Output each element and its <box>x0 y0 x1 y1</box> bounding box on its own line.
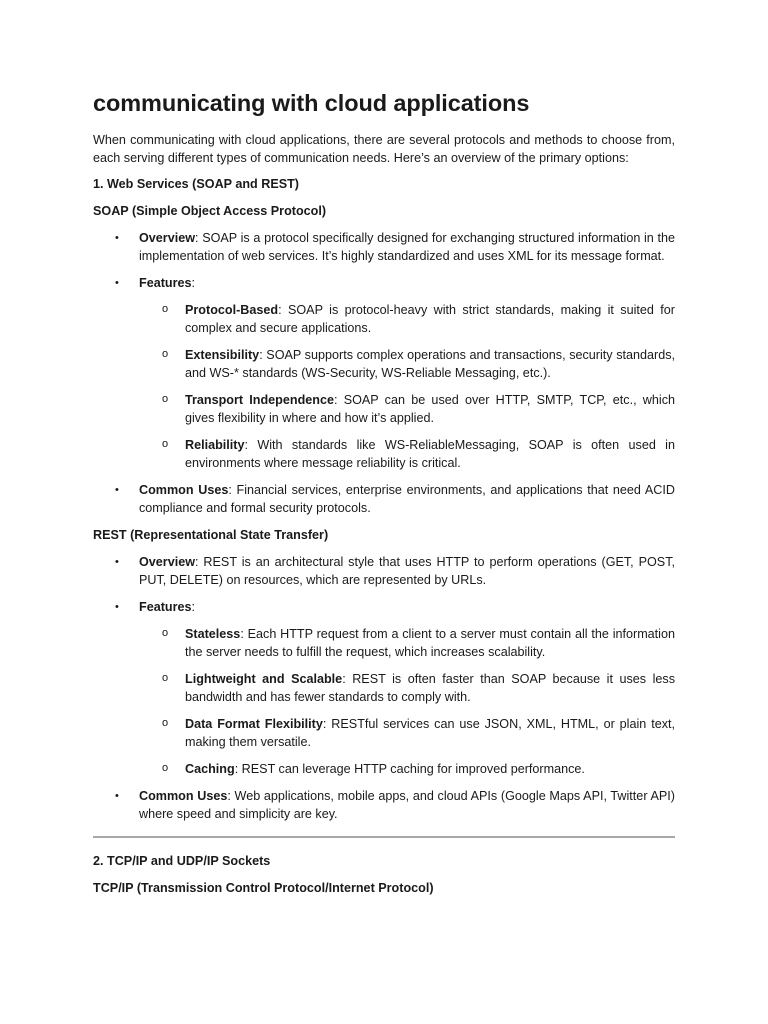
feature-label: Data Format Flexibility <box>185 717 323 731</box>
feature-label: Caching <box>185 762 235 776</box>
soap-features-list <box>139 301 675 472</box>
item-label: Features <box>139 276 192 290</box>
horizontal-divider <box>93 836 675 838</box>
feature-text: : SOAP is protocol-heavy with strict standards, making it suited for complex and secure applications. <box>185 303 675 335</box>
bullet-icon: • <box>115 277 119 289</box>
rest-feature-item <box>139 625 675 661</box>
rest-features-list <box>139 625 675 778</box>
rest-list <box>93 553 675 823</box>
feature-text: : REST is often faster than SOAP because it uses less bandwidth and has fewer standards to comply with. <box>185 672 675 704</box>
soap-feature-item <box>139 346 675 382</box>
item-colon: : <box>191 600 195 614</box>
intro-paragraph: When communicating with cloud applications, there are several protocols and methods to choose from, each serving different types of communication needs. Here’s an overview of the primary options: <box>93 133 675 165</box>
sub-bullet-icon: o <box>162 762 169 774</box>
rest-feature-item <box>139 760 675 778</box>
item-label: Overview <box>139 555 196 569</box>
rest-feature-item <box>139 670 675 706</box>
sub-bullet-icon: o <box>162 348 169 360</box>
soap-features-item <box>93 274 675 472</box>
feature-label: Lightweight and Scalable <box>185 672 343 686</box>
bullet-icon: • <box>115 601 119 613</box>
soap-feature-item <box>139 301 675 337</box>
feature-text: : SOAP can be used over HTTP, SMTP, TCP, etc., which gives flexibility in where and how it’s applied. <box>185 393 675 425</box>
item-text: : REST is an architectural style that uses HTTP to perform operations (GET, POST, PUT, DELETE) on resources, which are represented by URLs. <box>139 555 675 587</box>
bullet-icon: • <box>115 484 119 496</box>
rest-uses-item <box>93 787 675 823</box>
item-label: Common Uses <box>139 789 228 803</box>
item-label: Common Uses <box>139 483 229 497</box>
sub-bullet-icon: o <box>162 717 169 729</box>
rest-overview-item <box>93 553 675 589</box>
sub-bullet-icon: o <box>162 672 169 684</box>
sub-bullet-icon: o <box>162 627 169 639</box>
section-heading-sockets: 2. TCP/IP and UDP/IP Sockets <box>93 854 271 868</box>
sub-bullet-icon: o <box>162 303 169 315</box>
soap-feature-item <box>139 391 675 427</box>
item-text: : SOAP is a protocol specifically designed for exchanging structured information in the implementation of web services. It’s highly standardized and uses XML for its message format. <box>139 231 675 263</box>
feature-label: Reliability <box>185 438 245 452</box>
soap-feature-item <box>139 436 675 472</box>
feature-label: Extensibility <box>185 348 260 362</box>
subheading-tcp-ip: TCP/IP (Transmission Control Protocol/Internet Protocol) <box>93 881 434 895</box>
soap-list <box>93 229 675 517</box>
page-title: communicating with cloud applications <box>93 90 530 116</box>
feature-text: : With standards like WS-ReliableMessaging, SOAP is often used in environments where message reliability is critical. <box>185 438 675 470</box>
subheading-rest: REST (Representational State Transfer) <box>93 528 329 542</box>
feature-label: Protocol-Based <box>185 303 279 317</box>
item-label: Overview <box>139 231 196 245</box>
sub-bullet-icon: o <box>162 393 169 405</box>
soap-uses-item <box>93 481 675 517</box>
item-label: Features <box>139 600 192 614</box>
section-heading-web-services: 1. Web Services (SOAP and REST) <box>93 177 300 191</box>
sub-bullet-icon: o <box>162 438 169 450</box>
feature-text: : REST can leverage HTTP caching for improved performance. <box>234 762 585 776</box>
rest-feature-item <box>139 715 675 751</box>
document-body <box>93 86 675 906</box>
feature-text: : Each HTTP request from a client to a server must contain all the information the server needs to fulfill the request, which increases scalability. <box>185 627 675 659</box>
subheading-soap: SOAP (Simple Object Access Protocol) <box>93 204 327 218</box>
item-text: : Web applications, mobile apps, and cloud APIs (Google Maps API, Twitter API) where speed and simplicity are key. <box>139 789 675 821</box>
item-colon: : <box>191 276 195 290</box>
feature-text: : RESTful services can use JSON, XML, HTML, or plain text, making them versatile. <box>185 717 675 749</box>
bullet-icon: • <box>115 790 119 802</box>
soap-overview-item <box>93 229 675 265</box>
bullet-icon: • <box>115 556 119 568</box>
feature-label: Stateless <box>185 627 241 641</box>
feature-label: Transport Independence <box>185 393 334 407</box>
rest-features-item <box>93 598 675 778</box>
bullet-icon: • <box>115 232 119 244</box>
item-text: : Financial services, enterprise environments, and applications that need ACID compliance and formal security protocols. <box>139 483 675 515</box>
feature-text: : SOAP supports complex operations and transactions, security standards, and WS-* standards (WS-Security, WS-Reliable Messaging, etc.). <box>185 348 675 380</box>
